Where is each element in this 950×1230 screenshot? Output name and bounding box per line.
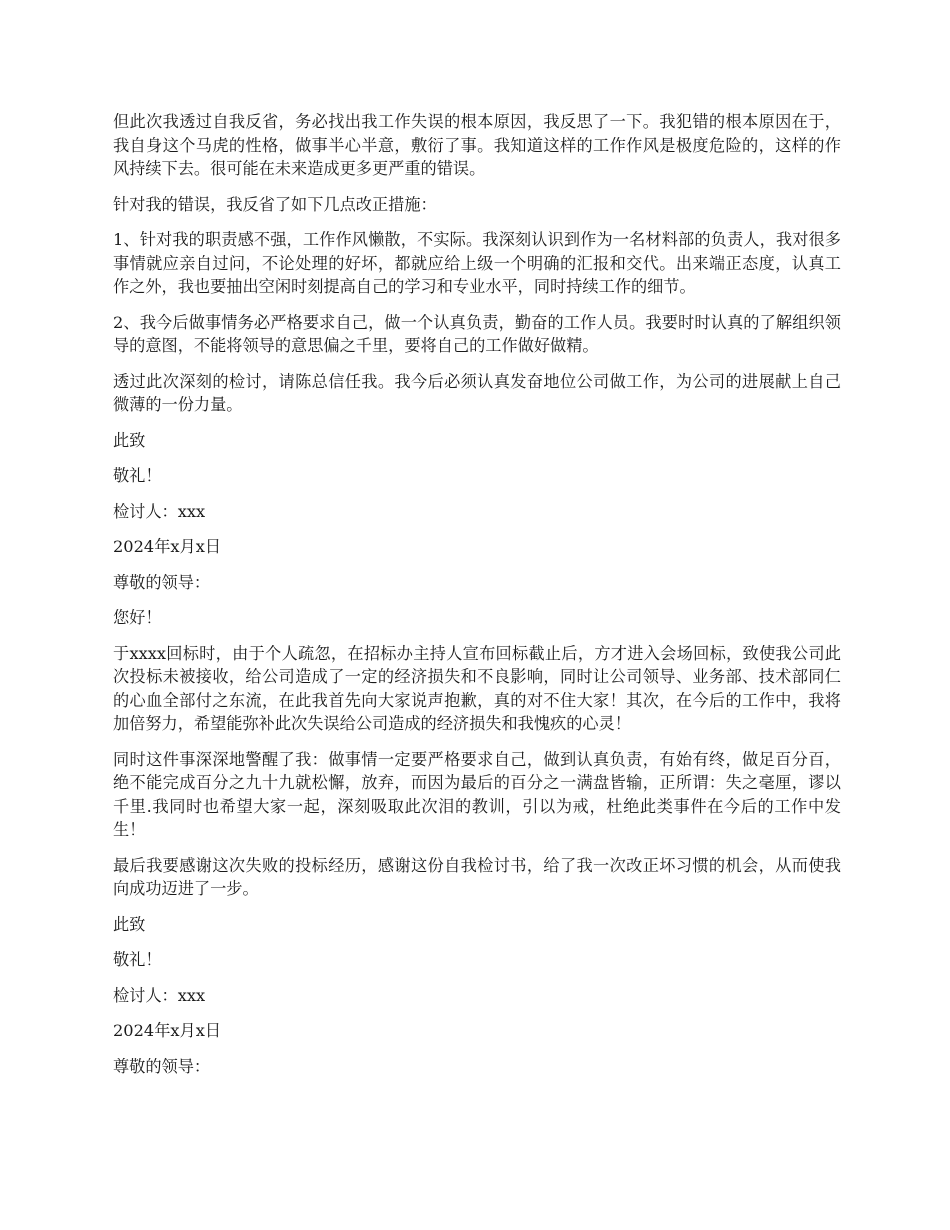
paragraph-lesson: 同时这件事深深地警醒了我：做事情一定要严格要求自己，做到认真负责，有始有终，做足百分百，绝不能完成百分之九十九就松懈，放弃，而因为最后的百分之一满盘皆输，正所谓：失之毫厘，谬以千里.我同时也希望大家一起，深刻吸取此次泪的教训，引以为戒，杜绝此类事件在今后的工作中发生！ [113, 749, 841, 839]
signature-author-2: 检讨人：xxx [113, 985, 206, 1005]
paragraph-incident: 于xxxx回标时，由于个人疏忽，在招标办主持人宣布回标截止后，方才进入会场回标，致使我公司此次投标未被接收，给公司造成了一定的经济损失和不良影响，同时让公司领导、业务部、技术部同仁的心血全部付之东流，在此我首先向大家说声抱歉，真的对不住大家！其次，在今后的工作中，我将加倍努力，希望能弥补此次失误给公司造成的经济损失和我愧疚的心灵！ [113, 643, 841, 733]
closing-jingli: 敬礼！ [113, 466, 162, 485]
salutation-2: 尊敬的领导： [113, 1056, 211, 1076]
paragraph-root-cause: 但此次我透过自我反省，务必找出我工作失误的根本原因，我反思了一下。我犯错的根本原因在于，我自身这个马虎的性格，做事半心半意，敷衍了事。我知道这样的工作作风是极度危险的，这样的作风持续下去。很可能在未来造成更多更严重的错误。 [113, 112, 841, 178]
paragraph-conclusion: 透过此次深刻的检讨，请陈总信任我。我今后必须认真发奋地位公司做工作，为公司的进展献上自己微薄的一份力量。 [113, 371, 841, 414]
salutation: 尊敬的领导： [113, 572, 211, 592]
closing-jingli-2: 敬礼！ [113, 950, 162, 969]
paragraph-gratitude: 最后我要感谢这次失败的投标经历，感谢这份自我检讨书，给了我一次改正坏习惯的机会，从而使我向成功迈进了一步。 [113, 855, 841, 898]
signature-author: 检讨人：xxx [113, 501, 206, 521]
greeting: 您好！ [113, 608, 162, 627]
signature-date: 2024年x月x日 [113, 537, 222, 556]
paragraph-measure-2: 2、我今后做事情务必严格要求自己，做一个认真负责，勤奋的工作人员。我要时时认真的了解组织领导的意图，不能将领导的意思偏之千里，要将自己的工作做好做精。 [113, 312, 841, 355]
signature-date-2: 2024年x月x日 [113, 1021, 222, 1040]
closing-cizhi-2: 此致 [113, 914, 146, 934]
closing-cizhi: 此致 [113, 430, 146, 450]
paragraph-measure-1: 1、针对我的职责感不强，工作作风懒散，不实际。我深刻认识到作为一名材料部的负责人，我对很多事情就应亲自过问，不论处理的好坏，都就应给上级一个明确的汇报和交代。出来端正态度，认真工作之外，我也要抽出空闲时刻提高自己的学习和专业水平，同时持续工作的细节。 [113, 230, 841, 296]
document-page [113, 110, 841, 1090]
paragraph-measures-intro: 针对我的错误，我反省了如下几点改正措施： [113, 194, 437, 214]
